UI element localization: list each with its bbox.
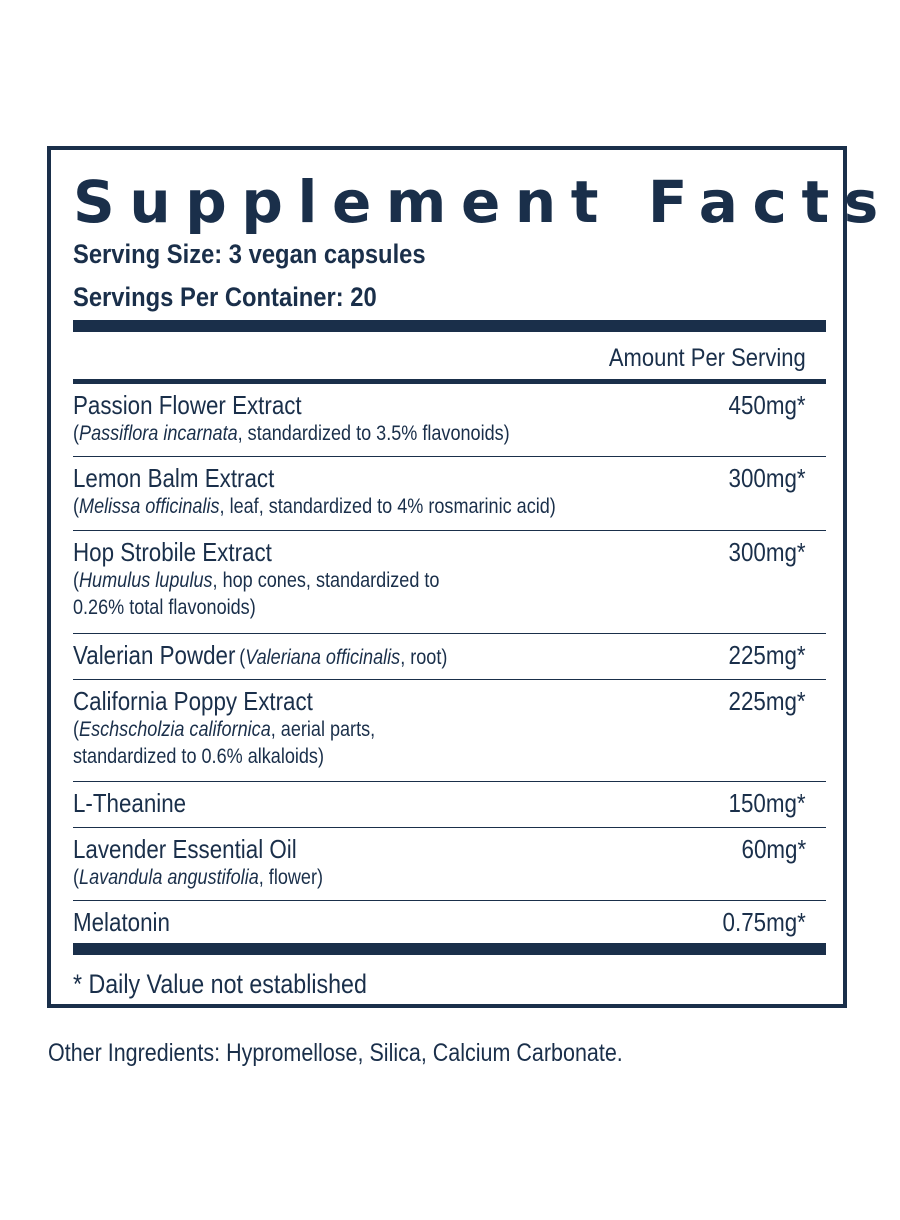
description-text: , hop cones, standardized to 0.26% total flavonoids) bbox=[73, 569, 440, 619]
latin-name: Melissa officinalis bbox=[79, 495, 220, 518]
description-text: , root) bbox=[400, 646, 448, 669]
ingredient-amount: 150mg* bbox=[728, 788, 806, 818]
latin-name: Valeriana officinalis bbox=[245, 646, 401, 669]
description-text: , leaf, standardized to 4% rosmarinic acid) bbox=[219, 495, 556, 518]
latin-name: Passiflora incarnata bbox=[79, 422, 238, 445]
ingredient-description: (Valeriana officinalis, root) bbox=[239, 646, 448, 669]
bottom-divider-bar bbox=[73, 943, 826, 955]
ingredient-name: Passion Flower Extract bbox=[73, 390, 302, 420]
serving-size: Serving Size: 3 vegan capsules bbox=[73, 239, 426, 269]
servings-per-container: Servings Per Container: 20 bbox=[73, 282, 377, 312]
ingredient-row-california-poppy bbox=[73, 680, 826, 782]
ingredient-description: (Passiflora incarnata, standardized to 3.5% flavonoids) bbox=[73, 422, 510, 445]
top-divider-bar bbox=[73, 320, 826, 332]
other-ingredients: Other Ingredients: Hypromellose, Silica, Calcium Carbonate. bbox=[48, 1039, 623, 1067]
amount-per-serving-header: Amount Per Serving bbox=[609, 344, 806, 372]
ingredient-amount: 450mg* bbox=[728, 390, 806, 420]
ingredient-amount: 0.75mg* bbox=[722, 907, 806, 937]
ingredient-description: (Humulus lupulus, hop cones, standardized to 0.26% total flavonoids) bbox=[73, 569, 440, 619]
description-text: , aerial parts, standardized to 0.6% alkaloids) bbox=[73, 718, 376, 768]
ingredient-amount: 60mg* bbox=[741, 834, 806, 864]
ingredient-name: Valerian Powder bbox=[73, 640, 236, 670]
ingredient-amount: 225mg* bbox=[728, 686, 806, 716]
latin-name: Humulus lupulus bbox=[79, 569, 213, 592]
ingredient-row-lavender-oil bbox=[73, 828, 826, 901]
panel-title: Supplement Facts bbox=[73, 168, 893, 236]
ingredient-row-valerian bbox=[73, 634, 826, 680]
ingredient-name: California Poppy Extract bbox=[73, 686, 313, 716]
ingredient-description: (Lavandula angustifolia, flower) bbox=[73, 866, 323, 889]
latin-name: Lavandula angustifolia bbox=[79, 866, 259, 889]
ingredient-amount: 225mg* bbox=[728, 640, 806, 670]
latin-name: Eschscholzia californica bbox=[79, 718, 271, 741]
ingredient-description: (Melissa officinalis, leaf, standardized to 4% rosmarinic acid) bbox=[73, 495, 556, 518]
ingredient-name: Lavender Essential Oil bbox=[73, 834, 297, 864]
ingredient-name: Hop Strobile Extract bbox=[73, 537, 272, 567]
ingredient-row-lemon-balm bbox=[73, 457, 826, 531]
ingredient-row-hop-strobile bbox=[73, 531, 826, 634]
ingredient-row-l-theanine bbox=[73, 782, 826, 828]
daily-value-footnote: * Daily Value not established bbox=[73, 969, 367, 999]
ingredient-name: Lemon Balm Extract bbox=[73, 463, 275, 493]
ingredient-name: Melatonin bbox=[73, 907, 170, 937]
supplement-facts-panel bbox=[47, 146, 893, 1008]
ingredient-amount: 300mg* bbox=[728, 537, 806, 567]
ingredient-name: L-Theanine bbox=[73, 788, 187, 818]
ingredient-row-passion-flower bbox=[73, 384, 826, 457]
description-text: , flower) bbox=[258, 866, 323, 889]
description-text: , standardized to 3.5% flavonoids) bbox=[237, 422, 510, 445]
ingredient-amount: 300mg* bbox=[728, 463, 806, 493]
ingredient-description: (Eschscholzia californica, aerial parts, standardized to 0.6% alkaloids) bbox=[73, 718, 376, 768]
ingredient-row-melatonin bbox=[73, 901, 826, 943]
